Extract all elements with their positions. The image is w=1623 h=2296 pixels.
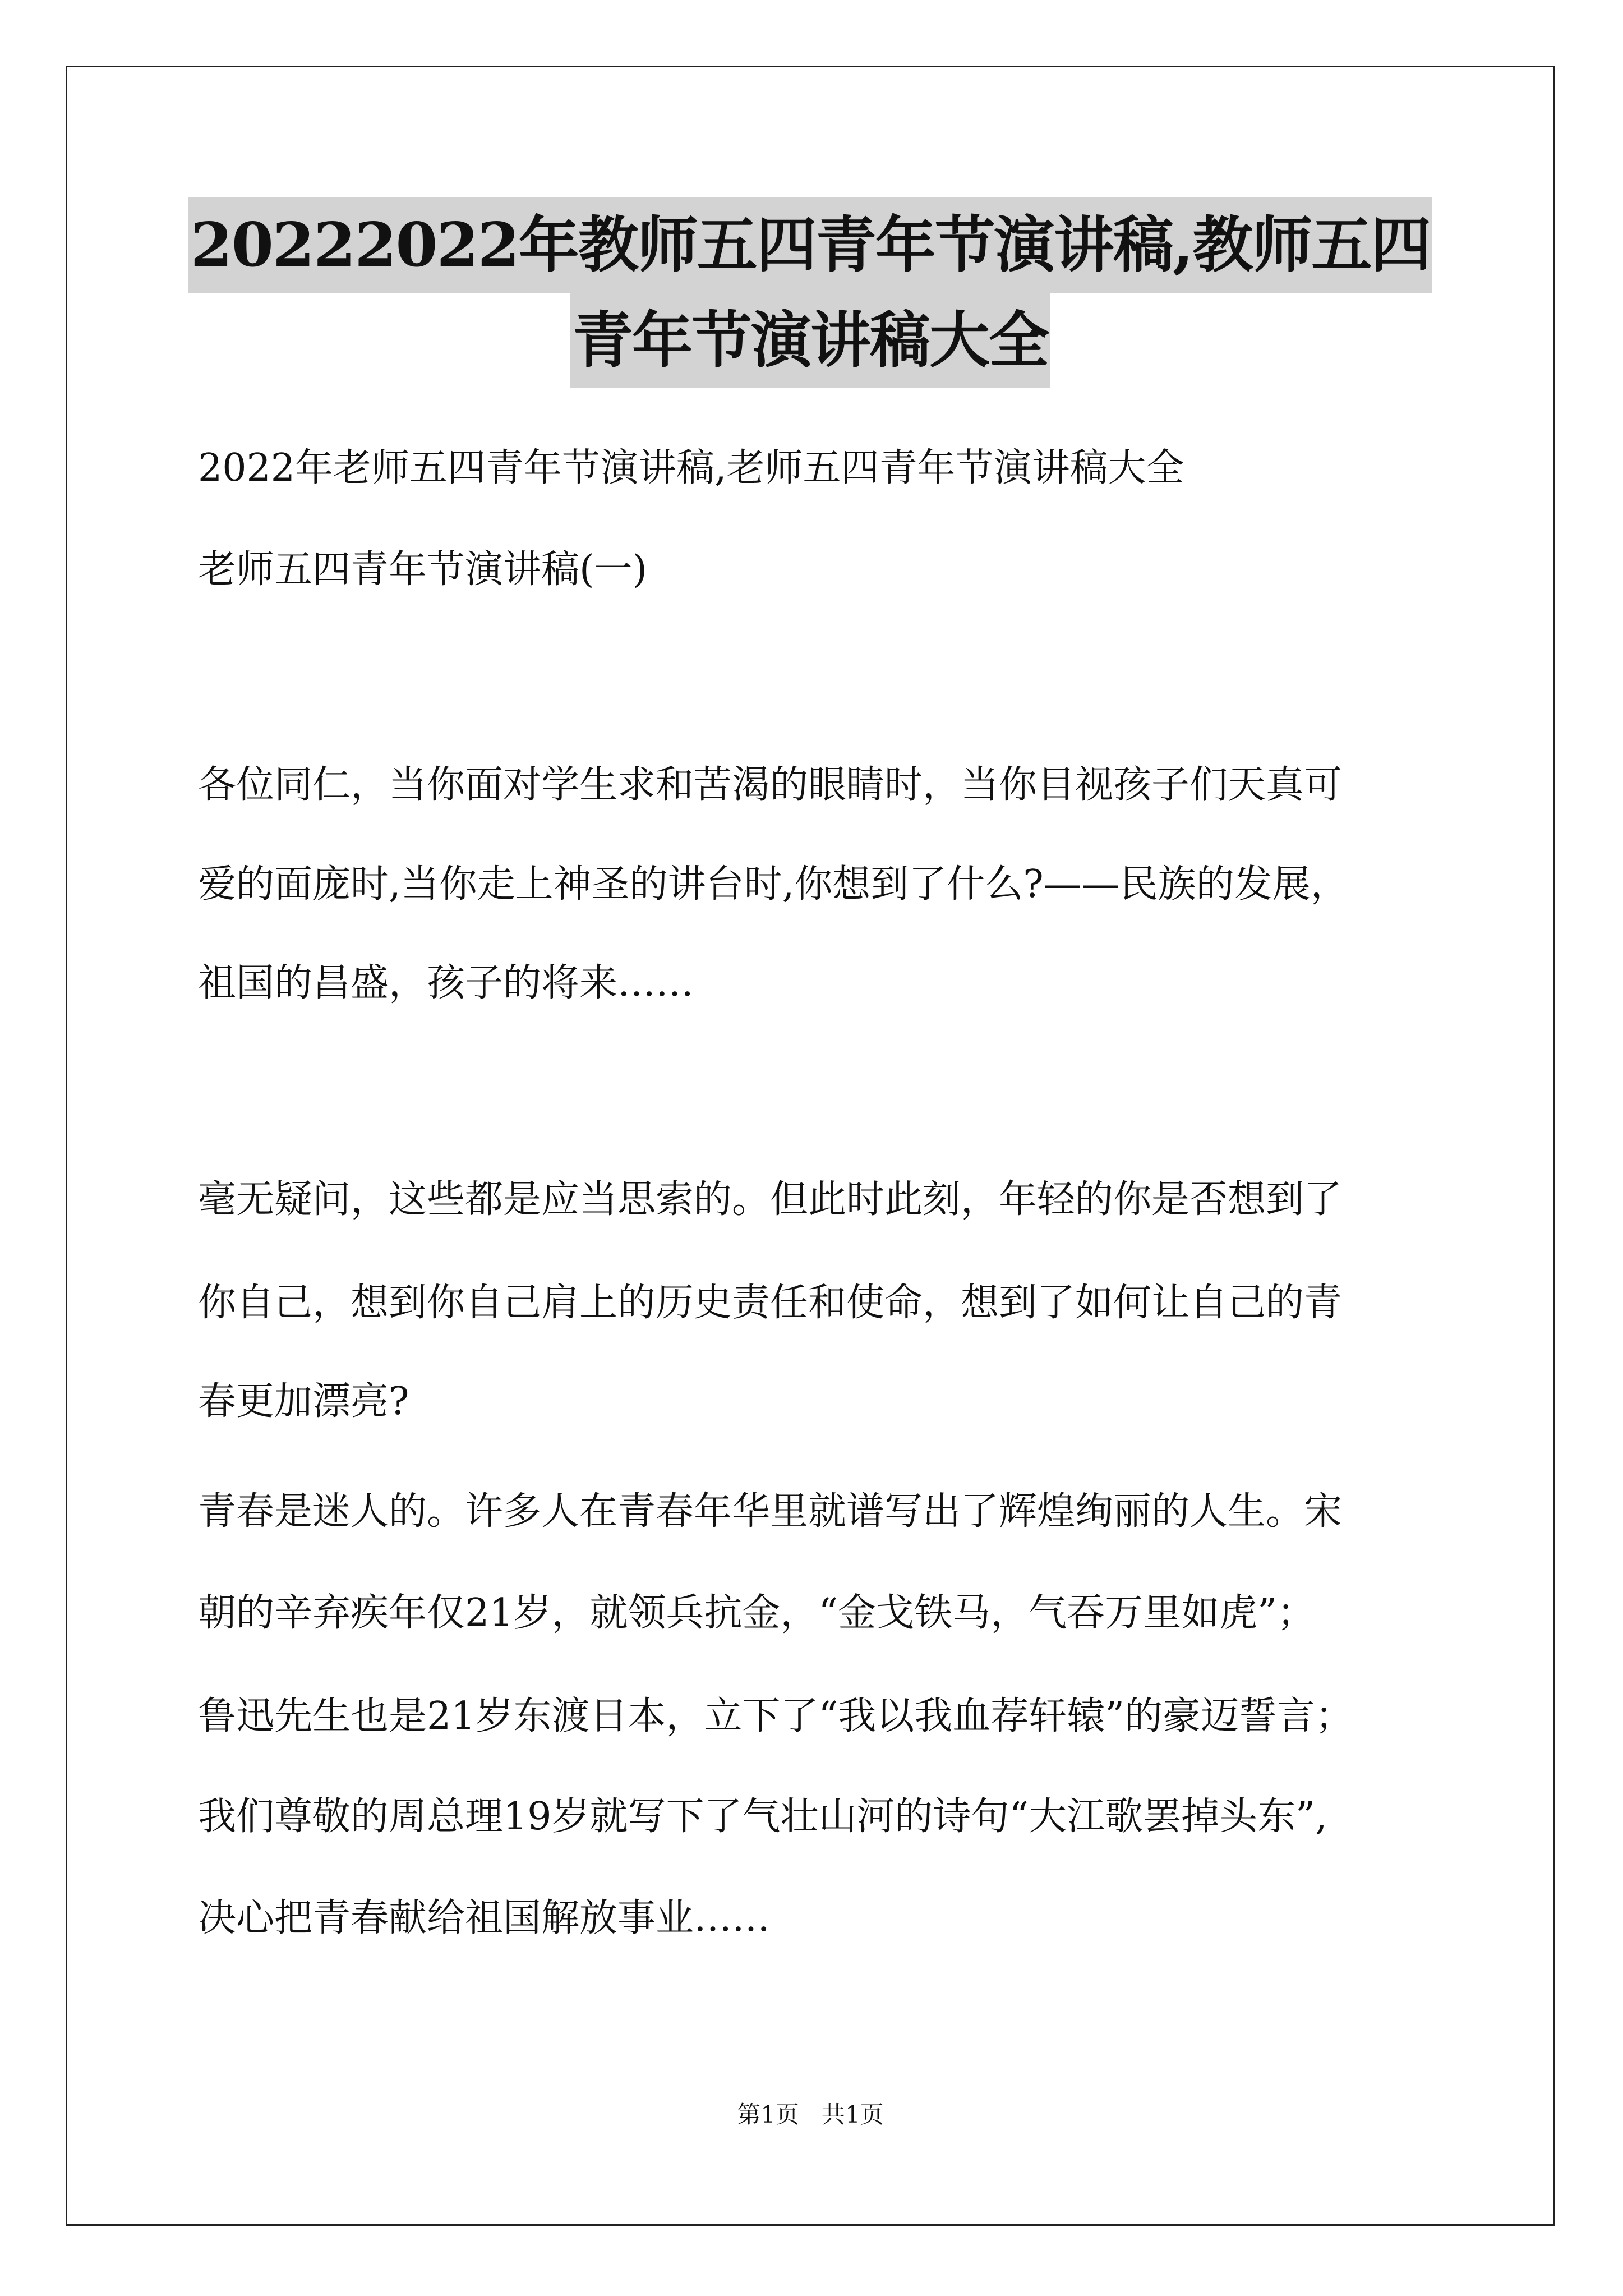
document-title [66,197,1555,388]
paragraph-1-line-2: 爱的面庞时,当你走上神圣的讲台时,你想到了什么?——民族的发展， [198,862,1349,907]
title-line-1: 20222022年教师五四青年节演讲稿,教师五四 [188,197,1433,293]
paragraph-3-line-1: 青春是迷人的。许多人在青春年华里就谱写出了辉煌绚丽的人生。宋 [198,1489,1343,1534]
paragraph-3-line-2: 朝的辛弃疾年仅21岁，就领兵抗金，“金戈铁马，气吞万里如虎”； [198,1591,1316,1635]
paragraph-2-line-2: 你自己，想到你自己肩上的历史责任和使命，想到了如何让自己的青 [198,1281,1343,1325]
section-heading: 老师五四青年节演讲稿(一) [198,547,648,592]
paragraph-3-line-5: 决心把青春献给祖国解放事业…… [198,1896,771,1940]
paragraph-3-line-4: 我们尊敬的周总理19岁就写下了气壮山河的诗句“大江歌罢掉头东”, [198,1795,1327,1839]
paragraph-2-line-1: 毫无疑问，这些都是应当思索的。但此时此刻，年轻的你是否想到了 [198,1177,1343,1222]
page-footer: 第1页 共1页 [737,2101,884,2128]
paragraph-1-line-3: 祖国的昌盛，孩子的将来…… [198,961,694,1005]
title-line-2: 青年节演讲稿大全 [570,293,1050,388]
paragraph-3-line-3: 鲁迅先生也是21岁东渡日本，立下了“我以我血荐轩辕”的豪迈誓言； [198,1694,1354,1738]
paragraph-1-line-1: 各位同仁，当你面对学生求和苦渴的眼睛时，当你目视孩子们天真可 [198,763,1343,807]
subtitle: 2022年老师五四青年节演讲稿,老师五四青年节演讲稿大全 [198,446,1184,490]
paragraph-2-line-3: 春更加漂亮? [198,1379,409,1424]
